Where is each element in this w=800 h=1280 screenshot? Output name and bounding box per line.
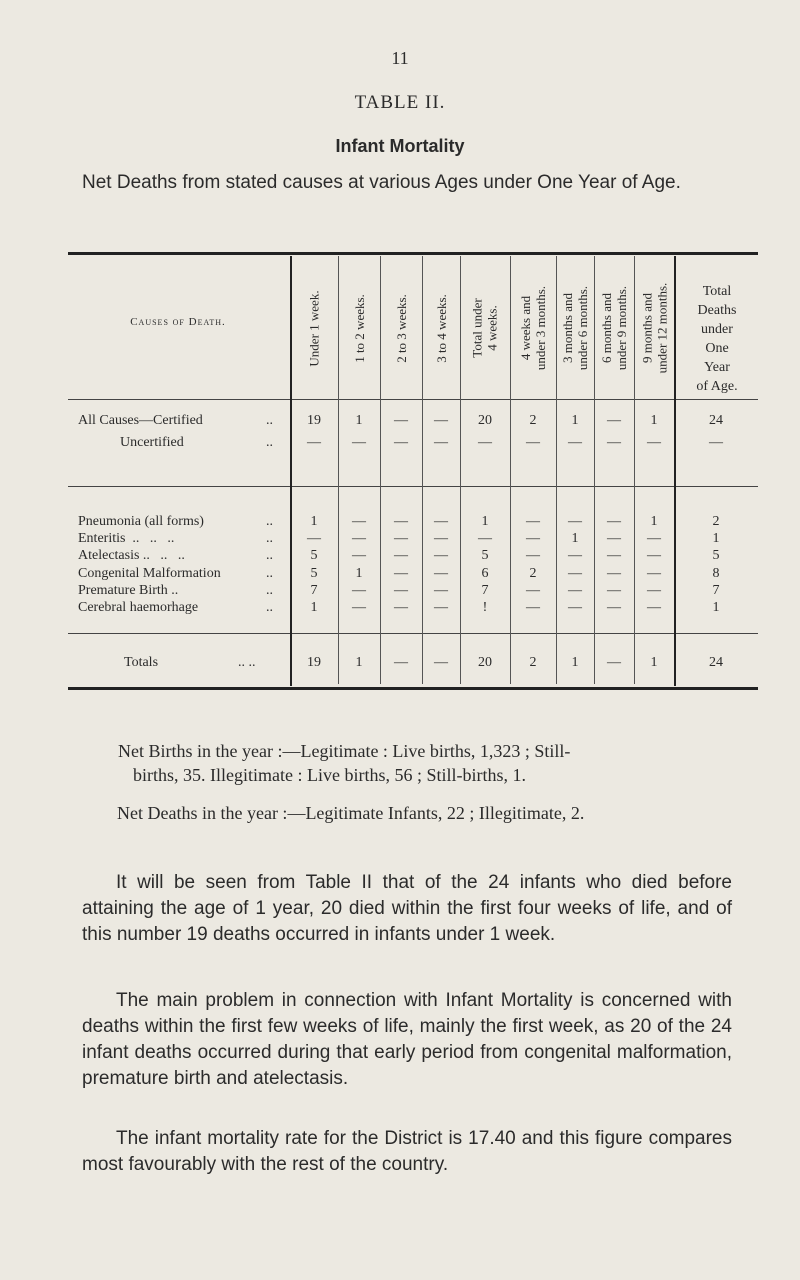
cell-3-to-6-months: 1 [571, 655, 579, 670]
cell-under-1-week: 5 [310, 548, 318, 563]
row-leader-dots: .. [266, 514, 273, 529]
cell-9-to-12-months: — [647, 583, 661, 598]
cell-6-to-9-months: — [607, 413, 621, 428]
totals-row [68, 655, 758, 671]
cell-under-1-week: 5 [310, 566, 318, 581]
cell-total-under-4-weeks: — [478, 531, 492, 546]
cell-total-deaths: 2 [712, 514, 720, 529]
cell-total-deaths: 7 [712, 583, 720, 598]
cell-total-under-4-weeks: 7 [481, 583, 489, 598]
row-label: Congenital Malformation [78, 566, 221, 581]
cell-6-to-9-months: — [607, 514, 621, 529]
cell-6-to-9-months: — [607, 531, 621, 546]
cell-6-to-9-months: — [607, 655, 621, 670]
cell-1-to-2-weeks: 1 [355, 655, 363, 670]
cell-1-to-2-weeks: — [352, 435, 366, 450]
column-header-1-to-2-weeks: 1 to 2 weeks. [351, 293, 367, 363]
cell-9-to-12-months: — [647, 548, 661, 563]
cell-3-to-4-weeks: — [434, 566, 448, 581]
row-label: Uncertified [78, 435, 184, 450]
cell-4-weeks-to-3-months: — [526, 531, 540, 546]
column-header-3-to-6-months: 3 months and under 6 months. [560, 285, 591, 371]
cell-9-to-12-months: — [647, 531, 661, 546]
row-leader-dots: .. .. [238, 655, 256, 670]
cell-total-deaths: — [709, 435, 723, 450]
cell-3-to-4-weeks: — [434, 514, 448, 529]
cell-under-1-week: 7 [310, 583, 318, 598]
row-label: Atelectasis .. .. .. [78, 548, 185, 563]
cell-3-to-6-months: — [568, 566, 582, 581]
row-leader-dots: .. [266, 413, 273, 428]
row-label: Enteritis .. .. .. [78, 531, 175, 546]
table-row [68, 600, 758, 616]
row-leader-dots: .. [266, 566, 273, 581]
cell-total-under-4-weeks: 20 [478, 413, 492, 428]
paragraph-2: The main problem in connection with Infant Mortality is concerned with deaths within the first few weeks of life, mainly the first week, as 20 of the 24 infant deaths occurred during that early period from congenital malformation, premature birth and atelectasis. [82, 990, 732, 1089]
cell-2-to-3-weeks: — [394, 566, 408, 581]
table-caption: Net Deaths from stated causes at various Ages under One Year of Age. [82, 172, 681, 193]
cell-4-weeks-to-3-months: 2 [529, 566, 537, 581]
cell-2-to-3-weeks: — [394, 548, 408, 563]
cell-3-to-6-months: — [568, 548, 582, 563]
cell-2-to-3-weeks: — [394, 600, 408, 615]
paragraph-3: The infant mortality rate for the District is 17.40 and this figure compares most favourably with the rest of the country. [82, 1128, 732, 1175]
cell-3-to-4-weeks: — [434, 531, 448, 546]
column-header-under-1-week: Under 1 week. [306, 289, 322, 367]
cell-6-to-9-months: — [607, 548, 621, 563]
cell-total-deaths: 1 [712, 600, 720, 615]
cell-3-to-6-months: — [568, 435, 582, 450]
cell-total-under-4-weeks: 20 [478, 655, 492, 670]
cell-6-to-9-months: — [607, 600, 621, 615]
table-row [68, 514, 758, 530]
cell-under-1-week: 19 [307, 655, 321, 670]
cell-3-to-6-months: — [568, 600, 582, 615]
net-births-line-1: Net Births in the year :—Legitimate : Live births, 1,323 ; Still- [118, 741, 571, 761]
row-leader-dots: .. [266, 583, 273, 598]
cell-under-1-week: — [307, 435, 321, 450]
cell-3-to-4-weeks: — [434, 583, 448, 598]
row-leader-dots: .. [266, 435, 273, 450]
cell-2-to-3-weeks: — [394, 583, 408, 598]
table-subtitle: Infant Mortality [335, 136, 465, 156]
cell-2-to-3-weeks: — [394, 655, 408, 670]
cell-1-to-2-weeks: — [352, 514, 366, 529]
cell-total-under-4-weeks: 6 [481, 566, 489, 581]
table-title: TABLE II. [354, 92, 446, 113]
cell-total-under-4-weeks: 5 [481, 548, 489, 563]
cell-4-weeks-to-3-months: — [526, 435, 540, 450]
cell-total-deaths: 1 [712, 531, 720, 546]
cell-4-weeks-to-3-months: 2 [529, 413, 537, 428]
table-row [68, 531, 758, 547]
table-row [68, 566, 758, 582]
page-number: 11 [391, 48, 409, 68]
total-deaths-header: Total Deaths under One Year of Age. [696, 284, 738, 394]
cell-1-to-2-weeks: 1 [355, 413, 363, 428]
cell-2-to-3-weeks: — [394, 435, 408, 450]
cell-4-weeks-to-3-months: 2 [529, 655, 537, 670]
cell-9-to-12-months: 1 [650, 413, 658, 428]
cell-total-deaths: 24 [709, 413, 723, 428]
column-header-9-to-12-months: 9 months and under 12 months. [639, 282, 670, 374]
cell-1-to-2-weeks: — [352, 548, 366, 563]
cell-3-to-6-months: — [568, 583, 582, 598]
row-leader-dots: .. [266, 531, 273, 546]
cell-2-to-3-weeks: — [394, 531, 408, 546]
cell-total-deaths: 8 [712, 566, 720, 581]
causes-header: Causes of Death. [130, 316, 226, 328]
cell-3-to-4-weeks: — [434, 548, 448, 563]
cell-6-to-9-months: — [607, 566, 621, 581]
cell-4-weeks-to-3-months: — [526, 600, 540, 615]
row-label: Cerebral haemorhage [78, 600, 199, 615]
column-header-2-to-3-weeks: 2 to 3 weeks. [393, 293, 409, 363]
table-row [68, 548, 758, 564]
cell-2-to-3-weeks: — [394, 514, 408, 529]
cell-6-to-9-months: — [607, 435, 621, 450]
net-births-line-2: births, 35. Illegitimate : Live births, 56 ; Still-births, 1. [133, 765, 526, 785]
cell-9-to-12-months: — [647, 435, 661, 450]
cell-3-to-6-months: — [568, 514, 582, 529]
cell-3-to-4-weeks: — [434, 413, 448, 428]
cell-9-to-12-months: — [647, 566, 661, 581]
cell-2-to-3-weeks: — [394, 413, 408, 428]
row-leader-dots: .. [266, 600, 273, 615]
cell-3-to-4-weeks: — [434, 600, 448, 615]
cell-under-1-week: 1 [310, 514, 318, 529]
cell-total-deaths: 24 [709, 655, 723, 670]
table-row [68, 413, 758, 429]
cell-4-weeks-to-3-months: — [526, 583, 540, 598]
cell-total-under-4-weeks: ! [482, 600, 488, 615]
cell-under-1-week: 1 [310, 600, 318, 615]
cell-1-to-2-weeks: 1 [355, 566, 363, 581]
cell-total-under-4-weeks: 1 [481, 514, 489, 529]
cell-9-to-12-months: — [647, 600, 661, 615]
cell-9-to-12-months: 1 [650, 655, 658, 670]
row-label: Premature Birth .. [78, 583, 179, 598]
row-label: Totals [124, 655, 159, 670]
table-row [68, 435, 758, 451]
cell-4-weeks-to-3-months: — [526, 514, 540, 529]
table-row [68, 583, 758, 599]
column-header-total-under-4-weeks: Total under 4 weeks. [470, 298, 501, 358]
cell-3-to-6-months: 1 [571, 413, 579, 428]
cell-9-to-12-months: 1 [650, 514, 658, 529]
row-label: All Causes—Certified [78, 413, 203, 428]
row-leader-dots: .. [266, 548, 273, 563]
column-header-4-weeks-to-3-months: 4 weeks and under 3 months. [518, 285, 549, 371]
column-header-6-to-9-months: 6 months and under 9 months. [599, 285, 630, 371]
cell-under-1-week: 19 [307, 413, 321, 428]
net-deaths-line: Net Deaths in the year :—Legitimate Infants, 22 ; Illegitimate, 2. [117, 803, 585, 823]
cell-total-under-4-weeks: — [478, 435, 492, 450]
cell-4-weeks-to-3-months: — [526, 548, 540, 563]
cell-6-to-9-months: — [607, 583, 621, 598]
cell-3-to-4-weeks: — [434, 655, 448, 670]
cell-1-to-2-weeks: — [352, 531, 366, 546]
column-header-3-to-4-weeks: 3 to 4 weeks. [433, 293, 449, 363]
cell-under-1-week: — [307, 531, 321, 546]
cell-1-to-2-weeks: — [352, 583, 366, 598]
infant-mortality-table [68, 252, 758, 690]
cell-1-to-2-weeks: — [352, 600, 366, 615]
paragraph-1: It will be seen from Table II that of the 24 infants who died before attaining the age of 1 year, 20 died within the first four weeks of life, and of this number 19 deaths occurred in infants under 1 week. [82, 872, 732, 945]
row-label: Pneumonia (all forms) [78, 514, 204, 529]
cell-3-to-6-months: 1 [571, 531, 579, 546]
cell-total-deaths: 5 [712, 548, 720, 563]
cell-3-to-4-weeks: — [434, 435, 448, 450]
